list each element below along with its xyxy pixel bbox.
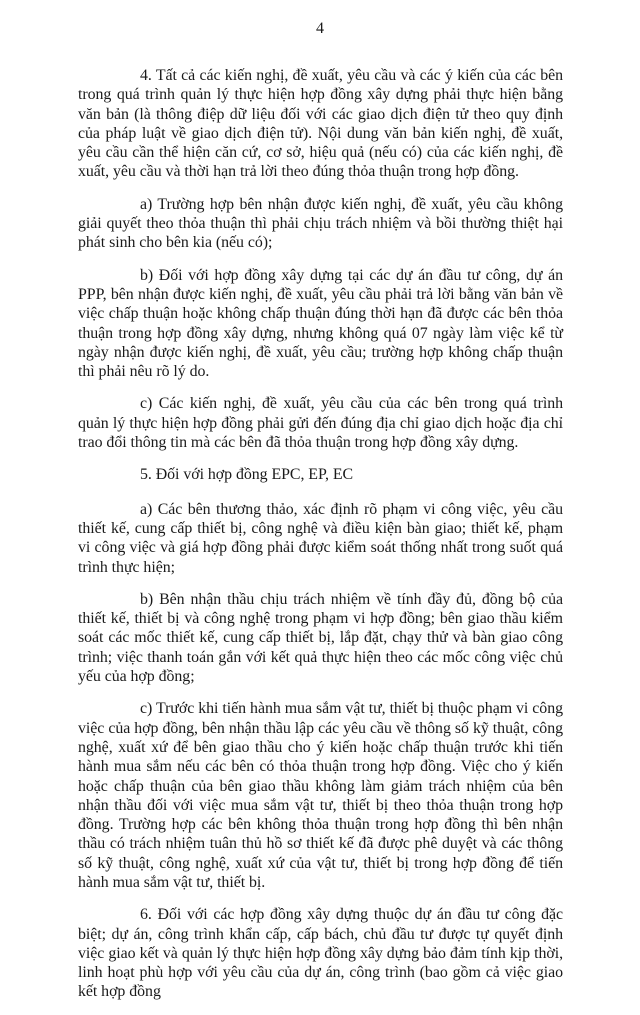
- paragraph-clause-5-heading: 5. Đối với hợp đồng EPC, EP, EC: [140, 466, 354, 484]
- document-body: [78, 66, 563, 1015]
- paragraph-clause-5c: c) Trước khi tiến hành mua sắm vật tư, thiết bị thuộc phạm vi công việc của hợp đồng, bên nhận thầu lập các yêu cầu về thông số kỹ thuật, công nghệ, xuất xứ để bên giao thầu cho ý kiến hoặc chấp thuận trước khi tiến hành mua sắm nếu các bên có thỏa thuận trong hợp đồng. Việc cho ý kiến hoặc chấp thuận của bên giao thầu không làm giảm trách nhiệm của bên nhận thầu đối với việc mua sắm vật tư, thiết bị theo thỏa thuận trong hợp đồng. Trường hợp các bên không thỏa thuận trong hợp đồng thì bên nhận thầu có trách nhiệm tuân thủ hồ sơ thiết kế đã được phê duyệt và các thông số kỹ thuật, công nghệ, xuất xứ của vật tư, thiết bị trong hợp đồng để tiến hành mua sắm vật tư, thiết bị.: [78, 700, 563, 891]
- paragraph-clause-4c: c) Các kiến nghị, đề xuất, yêu cầu của các bên trong quá trình quản lý thực hiện hợp đồng phải gửi đến đúng địa chỉ giao dịch hoặc địa chỉ trao đổi thông tin mà các bên đã thỏa thuận trong hợp đồng xây dựng.: [78, 395, 563, 452]
- page-number: 4: [316, 20, 324, 37]
- paragraph-clause-4: 4. Tất cả các kiến nghị, đề xuất, yêu cầu và các ý kiến của các bên trong quá trình quản lý thực hiện hợp đồng xây dựng phải thực hiện bằng văn bản (là thông điệp dữ liệu đối với các giao dịch điện tử theo quy định của pháp luật về giao dịch điện tử). Nội dung văn bản kiến nghị, đề xuất, yêu cầu cần thể hiện căn cứ, cơ sở, hiệu quả (nếu có) của các kiến nghị, đề xuất, yêu cầu và thời hạn trả lời theo đúng thỏa thuận trong hợp đồng.: [78, 67, 563, 181]
- paragraph-clause-4a: a) Trường hợp bên nhận được kiến nghị, đề xuất, yêu cầu không giải quyết theo thỏa thuận thì phải chịu trách nhiệm và bồi thường thiệt hại phát sinh cho bên kia (nếu có);: [78, 195, 563, 252]
- paragraph-clause-6: 6. Đối với các hợp đồng xây dựng thuộc dự án đầu tư công đặc biệt; dự án, công trình khẩn cấp, cấp bách, chủ đầu tư được tự quyết định việc giao kết và quản lý thực hiện hợp đồng xây dựng bảo đảm tính kịp thời, linh hoạt phù hợp với yêu cầu của dự án, công trình (bao gồm cả việc giao kết hợp đồng: [78, 906, 563, 1001]
- paragraph-clause-5a: a) Các bên thương thảo, xác định rõ phạm vi công việc, yêu cầu thiết kế, cung cấp thiết bị, công nghệ và điều kiện bàn giao; thiết kế, phạm vi công việc và giá hợp đồng phải được kiểm soát thống nhất trong suốt quá trình thực hiện;: [78, 500, 563, 576]
- paragraph-clause-4b: b) Đối với hợp đồng xây dựng tại các dự án đầu tư công, dự án PPP, bên nhận được kiến nghị, đề xuất, yêu cầu phải trả lời bằng văn bản về việc chấp thuận hoặc không chấp thuận đúng thời hạn đã được các bên thỏa thuận trong hợp đồng xây dựng, nhưng không quá 07 ngày làm việc kể từ ngày nhận được kiến nghị, đề xuất, yêu cầu; trường hợp không chấp thuận thì phải nêu rõ lý do.: [78, 266, 563, 381]
- paragraph-clause-5b: b) Bên nhận thầu chịu trách nhiệm về tính đầy đủ, đồng bộ của thiết kế, thiết bị và công nghệ trong phạm vi hợp đồng; bên giao thầu kiểm soát các mốc thiết kế, cung cấp thiết bị, lắp đặt, chạy thử và bàn giao công trình; việc thanh toán gắn với kết quả thực hiện theo các mốc công việc chủ yếu của hợp đồng;: [78, 590, 563, 686]
